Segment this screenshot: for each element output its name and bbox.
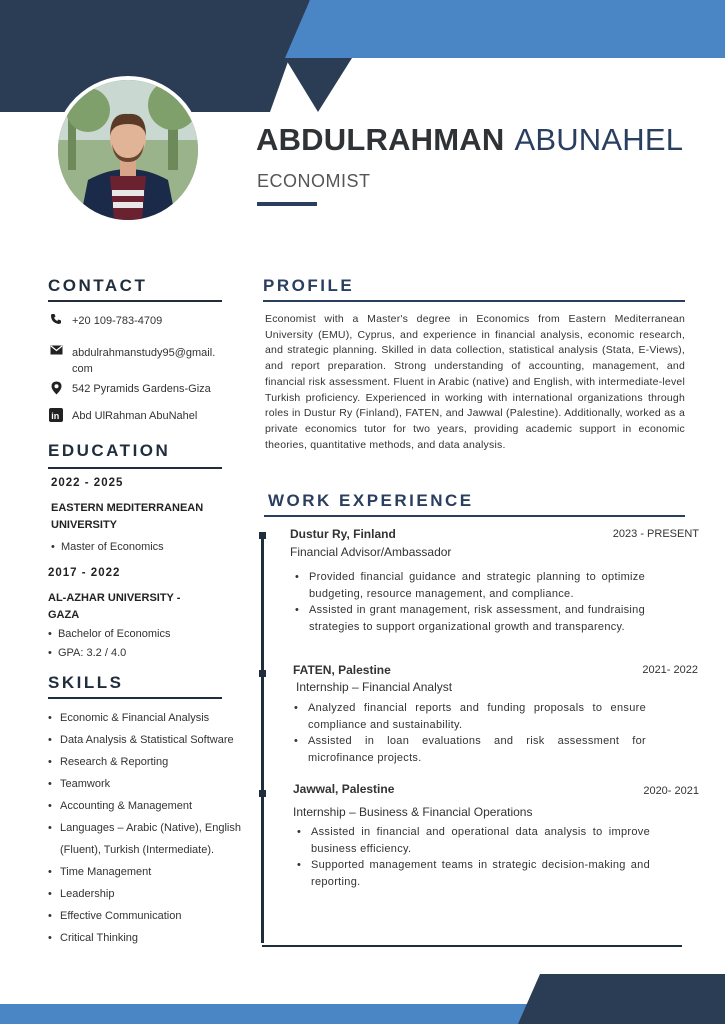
skill-item: • Effective Communication	[48, 905, 263, 927]
skill-item: • Critical Thinking	[48, 927, 263, 949]
contact-email	[48, 345, 222, 377]
job-date: 2023 - PRESENT	[612, 528, 699, 540]
education-years: 2022 - 2025	[51, 477, 124, 489]
job-bullets	[292, 700, 646, 766]
skills-divider	[48, 697, 222, 699]
skills-list	[48, 707, 263, 949]
education-years: 2017 - 2022	[48, 567, 121, 579]
skill-item: • Economic & Financial Analysis	[48, 707, 263, 729]
contact-address	[48, 381, 222, 397]
first-name: ABDULRAHMAN	[256, 122, 505, 157]
job-bullet: • Analyzed financial reports and funding proposals to ensure compliance and sustainability.	[292, 700, 646, 733]
timeline-marker	[259, 670, 266, 677]
education-detail: • GPA: 3.2 / 4.0	[48, 647, 127, 659]
job-bullet: • Assisted in loan evaluations and risk assessment for microfinance projects.	[292, 733, 646, 766]
job-date: 2020- 2021	[643, 785, 699, 797]
education-divider	[48, 467, 222, 469]
contact-linkedin	[48, 408, 222, 424]
job-bullets	[295, 824, 650, 890]
job-company: Jawwal, Palestine	[293, 782, 395, 796]
linkedin-icon	[48, 408, 64, 422]
address-text: 542 Pyramids Gardens-Giza	[72, 383, 211, 395]
candidate-name	[256, 122, 683, 158]
education-detail-text: Bachelor of Economics	[57, 628, 171, 640]
skill-item: • Languages – Arabic (Native), English (Fluent), Turkish (Intermediate).	[48, 817, 260, 861]
timeline-marker	[259, 532, 266, 539]
education-detail: • Bachelor of Economics	[48, 628, 171, 640]
skill-item: • Research & Reporting	[48, 751, 263, 773]
skill-item: • Data Analysis & Statistical Software	[48, 729, 263, 751]
timeline-marker	[259, 790, 266, 797]
profile-divider	[263, 300, 685, 302]
linkedin-text[interactable]: Abd UlRahman AbuNahel	[72, 410, 198, 422]
experience-heading: WORK EXPERIENCE	[268, 491, 474, 510]
profile-heading: PROFILE	[263, 276, 355, 295]
skills-heading: SKILLS	[48, 673, 124, 692]
job-role: Internship – Financial Analyst	[296, 680, 453, 694]
education-heading: EDUCATION	[48, 441, 171, 460]
phone-icon	[48, 313, 64, 325]
job-company: Dustur Ry, Finland	[290, 527, 396, 541]
education-school: AL-AZHAR UNIVERSITY - GAZA	[48, 592, 181, 621]
phone-text: +20 109-783-4709	[72, 315, 163, 327]
experience-divider	[264, 515, 685, 517]
job-bullet: • Assisted in grant management, risk assessment, and fundraising strategies to support organizational growth and transparency.	[293, 602, 645, 635]
profile-summary: Economist with a Master's degree in Economics from Eastern Mediterranean University (EMU), Cyprus, and experience in financial analysis, economic research, and strategic planning. Skilled in data collection, statistical analysis (Stata, E-Views), and report preparation. Strong understanding of accounting, management, and financial risk assessment. Fluent in Arabic (native) and English, with intermediate-level Turkish proficiency. Experienced in working with international organizations through roles in Dustur Ry (Finland), FATEN, and Jawwal (Palestine). Additionally, worked as a private economics tutor for two years, providing academic support in economic theories, quantitative methods, and data analysis.	[265, 313, 685, 451]
skill-item: • Accounting & Management	[48, 795, 263, 817]
education-school: EASTERN MEDITERRANEAN UNIVERSITY	[51, 502, 204, 531]
contact-phone	[48, 313, 222, 329]
skill-item: • Teamwork	[48, 773, 263, 795]
education-detail-text: GPA: 3.2 / 4.0	[57, 647, 127, 659]
job-role: Financial Advisor/Ambassador	[290, 545, 452, 559]
job-company: FATEN, Palestine	[293, 663, 391, 677]
job-bullet: • Assisted in financial and operational data analysis to improve business efficiency.	[295, 824, 650, 857]
email-icon	[48, 345, 64, 355]
education-detail: • Master of Economics	[51, 541, 164, 553]
skill-item: • Leadership	[48, 883, 263, 905]
job-bullet: • Provided financial guidance and strategic planning to optimize budgeting, resource management, and compliance.	[293, 569, 645, 602]
experience-bottom-line	[262, 945, 682, 947]
title-underline	[257, 202, 317, 206]
experience-timeline	[261, 535, 264, 943]
email-text[interactable]: abdulrahmanstudy95@gmail. com	[72, 347, 216, 375]
location-icon	[48, 381, 64, 395]
job-date: 2021- 2022	[642, 664, 698, 676]
svg-text:in: in	[51, 411, 60, 421]
skill-item: • Time Management	[48, 861, 263, 883]
job-role: Internship – Business & Financial Operations	[293, 805, 533, 819]
job-bullet: • Supported management teams in strategic decision-making and reporting.	[295, 857, 650, 890]
job-title: ECONOMIST	[257, 171, 371, 191]
contact-divider	[48, 300, 222, 302]
contact-heading: CONTACT	[48, 276, 148, 295]
profile-photo	[54, 76, 202, 224]
education-detail-text: Master of Economics	[60, 541, 164, 553]
last-name: ABUNAHEL	[514, 122, 684, 157]
job-bullets	[293, 569, 645, 635]
